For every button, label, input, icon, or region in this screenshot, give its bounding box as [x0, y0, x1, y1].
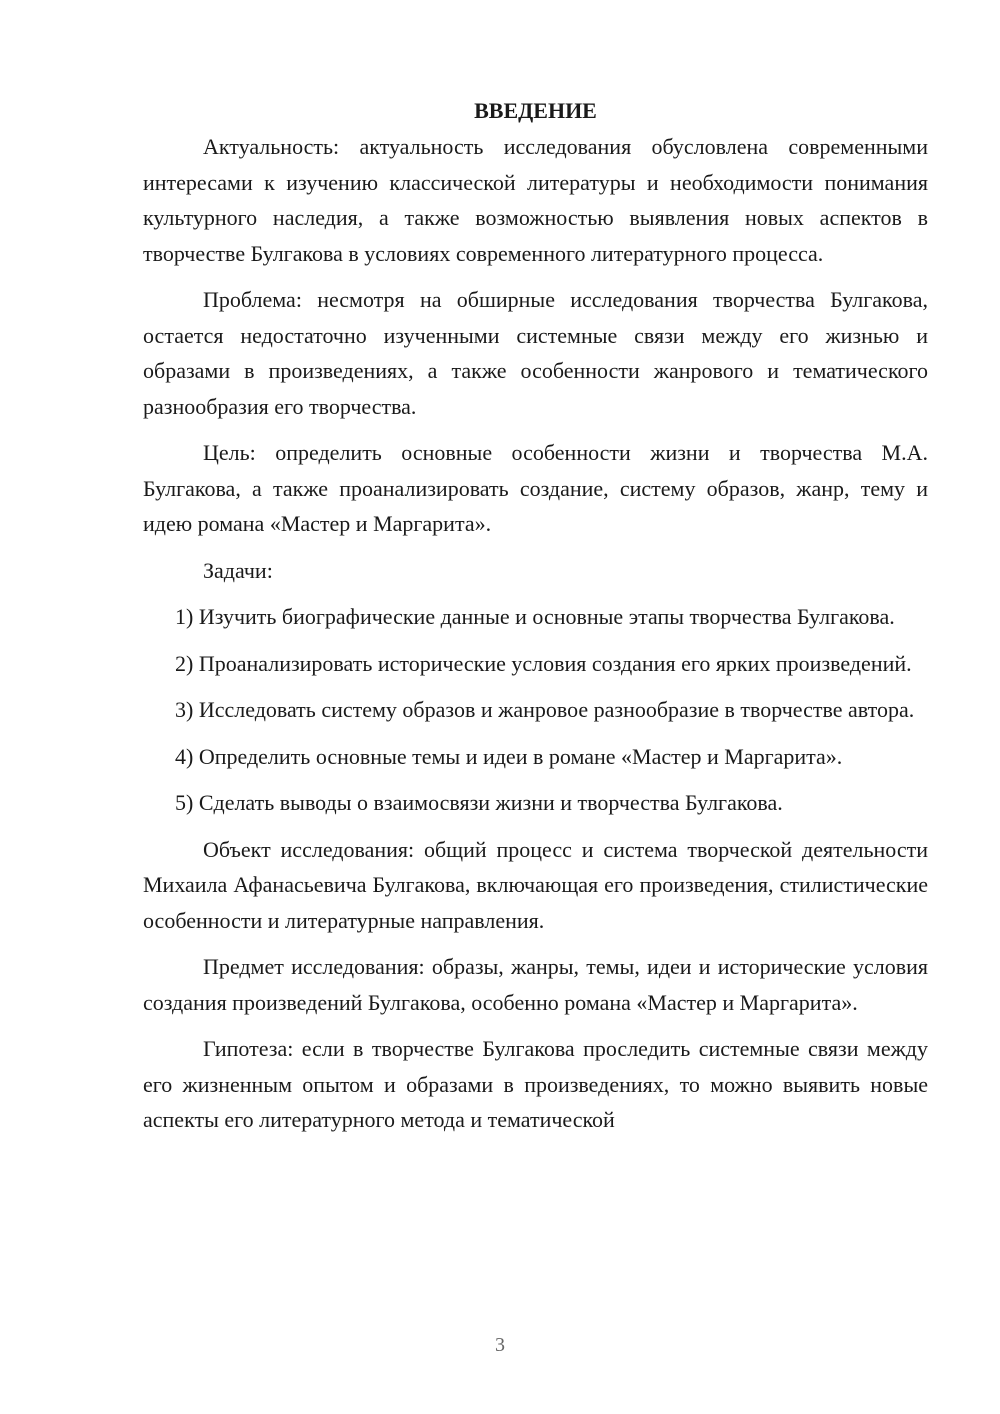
task-item-2: 2) Проанализировать исторические условия создания его ярких произведений. — [175, 650, 912, 676]
paragraph-object: Объект исследования: общий процесс и система творческой деятельности Михаила Афанасьевича Булгакова, включающая его произведения, стилистические особенности и литературные направления. — [143, 836, 928, 933]
paragraph-hypothesis: Гипотеза: если в творчестве Булгакова проследить системные связи между его жизненным опытом и образами в произведениях, то можно выявить новые аспекты его литературного метода и тематической — [143, 1036, 928, 1132]
task-item-3: 3) Исследовать систему образов и жанровое разнообразие в творчестве автора. — [175, 697, 915, 722]
paragraph-subject: Предмет исследования: образы, жанры, темы, идеи и исторические условия создания произведений Булгакова, особенно романа «Мастер и Маргарита». — [143, 954, 928, 1015]
task-item-1: 1) Изучить биографические данные и основные этапы творчества Булгакова. — [175, 604, 895, 629]
page-number: 3 — [495, 1334, 505, 1356]
page-content — [143, 94, 928, 1138]
task-item-5: 5) Сделать выводы о взаимосвязи жизни и творчества Булгакова. — [175, 790, 783, 815]
paragraph-goal: Цель: определить основные особенности жизни и творчества М.А. Булгакова, а также проанализировать создание, систему образов, жанр, тему и идею романа «Мастер и Маргарита». — [143, 440, 928, 536]
paragraph-relevance: Актуальность: актуальность исследования обусловлена современными интересами к изучению классической литературы и необходимости понимания культурного наследия, а также возможностью выявления новых аспектов в творчестве Булгакова в условиях современного литературного процесса. — [143, 134, 928, 266]
section-title: ВВЕДЕНИЕ — [474, 98, 597, 123]
paragraph-problem: Проблема: несмотря на обширные исследования творчества Булгакова, остается недостаточно изученными системные связи между его жизнью и образами в произведениях, а также особенности жанрового и тематического разнообразия его творчества. — [143, 287, 928, 419]
tasks-heading: Задачи: — [203, 557, 273, 583]
task-item-4: 4) Определить основные темы и идеи в романе «Мастер и Маргарита». — [175, 743, 843, 769]
